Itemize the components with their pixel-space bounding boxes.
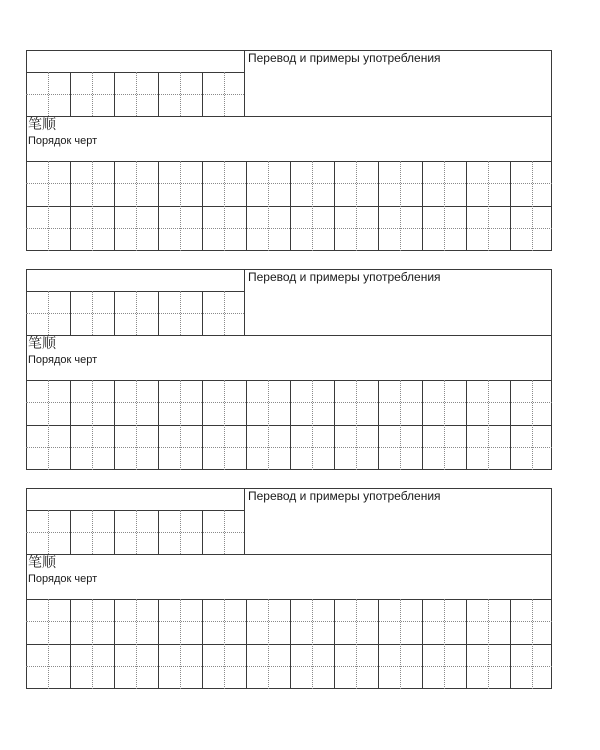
grid-line: [26, 72, 244, 73]
grid-line: [26, 291, 244, 292]
grid-guide: [268, 599, 269, 689]
grid-guide: [26, 402, 552, 403]
grid-line: [26, 335, 552, 336]
grid-guide: [92, 380, 93, 470]
grid-guide: [356, 161, 357, 251]
grid-guide: [136, 161, 137, 251]
stroke-order-title: 笔顺: [28, 117, 56, 133]
grid-line: [290, 161, 291, 251]
grid-guide: [356, 380, 357, 470]
stroke-order-title: 笔顺: [28, 555, 56, 571]
grid-guide: [26, 447, 552, 448]
stroke-order-title: 笔顺: [28, 336, 56, 352]
grid-line: [202, 161, 203, 251]
grid-line: [114, 161, 115, 251]
grid-guide: [488, 161, 489, 251]
grid-guide: [400, 161, 401, 251]
grid-guide: [26, 666, 552, 667]
grid-line: [466, 380, 467, 470]
grid-line: [70, 380, 71, 470]
grid-guide: [26, 183, 552, 184]
grid-guide: [312, 380, 313, 470]
grid-line: [244, 488, 245, 554]
grid-line: [246, 380, 247, 470]
stroke-order-subtitle: Порядок черт: [28, 354, 98, 366]
character-card-3: [26, 488, 552, 689]
grid-line: [290, 380, 291, 470]
grid-line: [202, 599, 203, 689]
card-frame: [26, 269, 552, 470]
grid-line: [70, 161, 71, 251]
grid-line: [114, 599, 115, 689]
grid-guide: [26, 94, 244, 95]
grid-line: [70, 599, 71, 689]
character-card-1: [26, 50, 552, 251]
translation-label: Перевод и примеры употребления: [248, 489, 441, 503]
grid-guide: [180, 161, 181, 251]
grid-guide: [312, 599, 313, 689]
grid-guide: [180, 599, 181, 689]
grid-line: [202, 380, 203, 470]
grid-line: [244, 50, 245, 116]
grid-guide: [444, 380, 445, 470]
grid-guide: [268, 161, 269, 251]
grid-line: [158, 161, 159, 251]
grid-guide: [400, 380, 401, 470]
grid-line: [26, 644, 552, 645]
grid-line: [26, 206, 552, 207]
grid-guide: [488, 599, 489, 689]
grid-guide: [224, 380, 225, 470]
grid-guide: [48, 599, 49, 689]
grid-guide: [92, 161, 93, 251]
grid-guide: [488, 380, 489, 470]
grid-line: [26, 554, 552, 555]
translation-label: Перевод и примеры употребления: [248, 51, 441, 65]
grid-line: [26, 599, 552, 600]
translation-label: Перевод и примеры употребления: [248, 270, 441, 284]
grid-line: [422, 380, 423, 470]
grid-guide: [26, 313, 244, 314]
grid-line: [244, 269, 245, 335]
grid-guide: [92, 599, 93, 689]
grid-line: [334, 599, 335, 689]
grid-guide: [180, 380, 181, 470]
grid-line: [378, 380, 379, 470]
card-frame: [26, 50, 552, 251]
grid-guide: [26, 532, 244, 533]
grid-guide: [532, 380, 533, 470]
grid-line: [26, 116, 552, 117]
grid-guide: [356, 599, 357, 689]
grid-guide: [312, 161, 313, 251]
grid-guide: [444, 599, 445, 689]
grid-guide: [224, 599, 225, 689]
grid-line: [466, 599, 467, 689]
grid-line: [334, 380, 335, 470]
grid-guide: [136, 380, 137, 470]
grid-guide: [400, 599, 401, 689]
grid-guide: [268, 380, 269, 470]
grid-line: [26, 161, 552, 162]
stroke-order-subtitle: Порядок черт: [28, 135, 98, 147]
grid-guide: [224, 161, 225, 251]
card-frame: [26, 488, 552, 689]
grid-line: [510, 599, 511, 689]
grid-guide: [48, 161, 49, 251]
grid-line: [466, 161, 467, 251]
grid-guide: [48, 380, 49, 470]
grid-line: [26, 510, 244, 511]
grid-line: [114, 380, 115, 470]
grid-line: [246, 599, 247, 689]
grid-guide: [444, 161, 445, 251]
grid-line: [246, 161, 247, 251]
grid-line: [378, 599, 379, 689]
grid-guide: [26, 621, 552, 622]
grid-guide: [136, 599, 137, 689]
grid-line: [290, 599, 291, 689]
grid-line: [422, 161, 423, 251]
grid-guide: [26, 228, 552, 229]
grid-line: [510, 161, 511, 251]
grid-line: [158, 599, 159, 689]
grid-line: [378, 161, 379, 251]
grid-line: [334, 161, 335, 251]
grid-line: [422, 599, 423, 689]
grid-line: [26, 380, 552, 381]
stroke-order-subtitle: Порядок черт: [28, 573, 98, 585]
grid-line: [26, 425, 552, 426]
grid-guide: [532, 161, 533, 251]
grid-line: [158, 380, 159, 470]
grid-line: [510, 380, 511, 470]
grid-guide: [532, 599, 533, 689]
character-card-2: [26, 269, 552, 470]
